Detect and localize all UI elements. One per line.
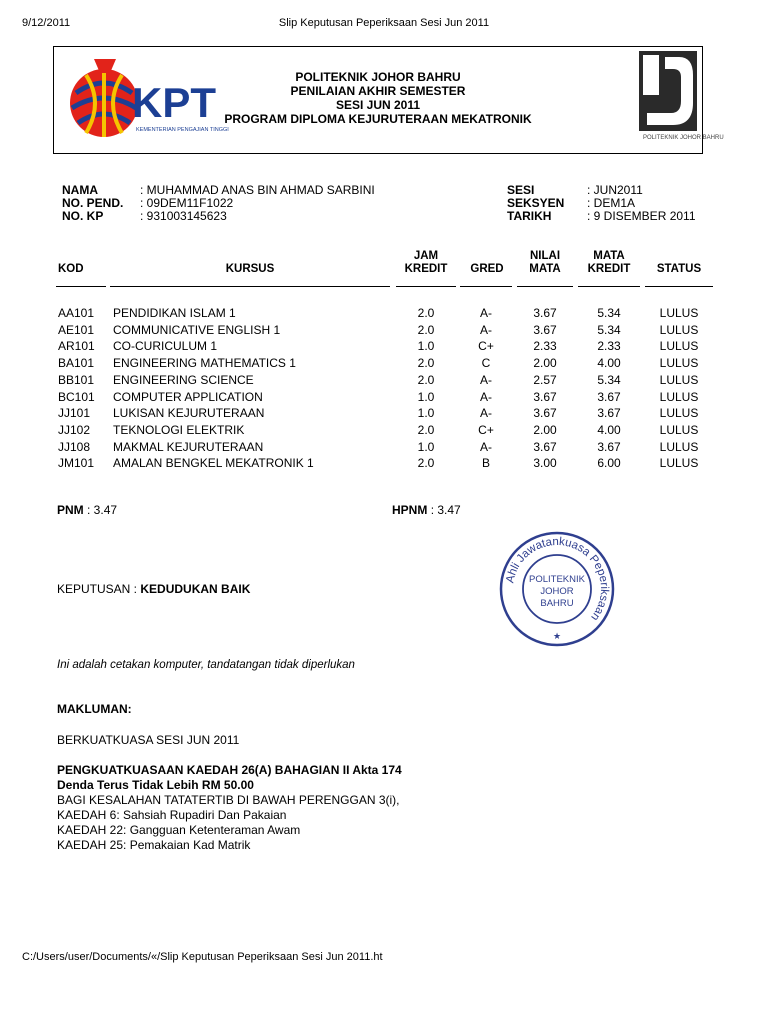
cell-mata: 3.67 — [597, 389, 621, 404]
print-footer-path: C:/Users/user/Documents/«/Slip Keputusan Peperiksaan Sesi Jun 2011.ht — [22, 951, 383, 963]
cell-status: LULUS — [659, 306, 699, 320]
cell-kod: JJ108 — [58, 439, 91, 454]
cell-kursus: MAKMAL KEJURUTERAAN — [113, 439, 264, 454]
kp-label: NO. KP — [62, 209, 104, 223]
cell-jam: 2.0 — [417, 306, 435, 320]
header-kursus: KURSUS — [225, 263, 275, 275]
cell-jam: 2.0 — [417, 322, 435, 337]
cell-kod: JM101 — [58, 456, 95, 471]
cell-nilai: 2.00 — [533, 422, 557, 437]
print-title: Slip Keputusan Peperiksaan Sesi Jun 2011 — [278, 17, 490, 29]
title-box — [53, 46, 724, 154]
cell-nilai: 3.00 — [533, 456, 557, 471]
kpt-logo-subtext: KEMENTERIAN PENGAJIAN TINGGI — [136, 127, 229, 133]
cell-mata: 3.67 — [597, 439, 621, 454]
kaedah-title: PENGKUATKUASAAN KAEDAH 26(A) BAHAGIAN II Akta 174 — [57, 763, 402, 777]
cell-gred: A- — [480, 306, 492, 320]
header-kredit2: KREDIT — [587, 263, 631, 275]
seksyen-value: : DEM1A — [587, 196, 636, 210]
print-date: 9/12/2011 — [22, 17, 71, 29]
cell-status: LULUS — [659, 389, 699, 404]
cell-mata: 6.00 — [597, 456, 621, 471]
hpnm — [392, 503, 461, 517]
star-icon: ★ — [552, 632, 562, 642]
cell-nilai: 3.67 — [533, 406, 557, 421]
hpnm-value: : 3.47 — [430, 503, 461, 517]
stamp-center-1: POLITEKNIK — [529, 574, 585, 585]
cell-gred: A- — [480, 372, 492, 387]
table-row — [0, 456, 768, 473]
pnm-label: PNM — [57, 503, 84, 517]
cell-kod: AR101 — [58, 339, 95, 354]
cell-kod: BC101 — [58, 389, 95, 404]
header-divider — [645, 286, 713, 287]
table-row — [0, 306, 768, 323]
cell-nilai: 2.57 — [533, 372, 557, 387]
pend-label: NO. PEND. — [62, 196, 124, 210]
pend-value: : 09DEM11F1022 — [140, 196, 234, 210]
tarikh-value: : 9 DISEMBER 2011 — [587, 209, 696, 223]
cell-gred: C+ — [478, 339, 494, 354]
header-jam-kredit — [396, 250, 456, 276]
cell-gred: A- — [480, 322, 492, 337]
makluman-heading: MAKLUMAN: — [57, 702, 132, 716]
computer-print-note: Ini adalah cetakan komputer, tandatangan tidak diperlukan — [57, 659, 355, 671]
assessment-title: PENILAIAN AKHIR SEMESTER — [290, 84, 466, 98]
berkuatkuasa: BERKUATKUASA SESI JUN 2011 — [57, 733, 240, 747]
kpt-logo-text: KPT — [132, 79, 216, 126]
cell-gred: A- — [480, 389, 492, 404]
cell-nilai: 2.00 — [533, 356, 557, 371]
cell-status: LULUS — [659, 339, 699, 354]
cell-status: LULUS — [659, 439, 699, 454]
header-gred: GRED — [470, 263, 504, 275]
nama-value: : MUHAMMAD ANAS BIN AHMAD SARBINI — [140, 183, 375, 197]
header-mata2: MATA — [593, 250, 625, 262]
stamp-center-2: JOHOR — [540, 586, 574, 597]
cell-kod: AE101 — [58, 322, 95, 337]
cell-gred: C+ — [478, 422, 494, 437]
cell-kursus: CO-CURICULUM 1 — [113, 339, 218, 354]
cell-mata: 2.33 — [597, 339, 621, 354]
hpnm-label: HPNM — [392, 503, 428, 517]
cell-jam: 1.0 — [417, 389, 435, 404]
sesi-label: SESI — [507, 183, 535, 197]
denda: Denda Terus Tidak Lebih RM 50.00 — [57, 778, 254, 792]
header-nilai-mata — [517, 250, 573, 276]
cell-nilai: 3.67 — [533, 389, 557, 404]
header-mata-kredit — [578, 250, 640, 276]
cell-jam: 1.0 — [417, 339, 435, 354]
pnm — [57, 503, 117, 517]
politeknik-logo — [639, 51, 724, 149]
session-title: SESI JUN 2011 — [335, 98, 421, 112]
cell-status: LULUS — [659, 422, 699, 437]
cell-gred: C — [481, 356, 491, 371]
header-mata: MATA — [529, 263, 561, 275]
table-row — [0, 390, 768, 407]
cell-kursus: COMPUTER APPLICATION — [113, 389, 263, 404]
tarikh-label: TARIKH — [507, 209, 552, 223]
cell-nilai: 3.67 — [533, 322, 557, 337]
cell-kod: JJ102 — [58, 422, 91, 437]
cell-jam: 2.0 — [417, 356, 435, 371]
seksyen-label: SEKSYEN — [507, 196, 565, 210]
cell-jam: 2.0 — [417, 372, 435, 387]
table-row — [0, 323, 768, 340]
table-row — [0, 423, 768, 440]
cell-kursus: TEKNOLOGI ELEKTRIK — [113, 422, 245, 437]
cell-gred: B — [481, 456, 490, 471]
cell-status: LULUS — [659, 456, 699, 471]
header-nilai: NILAI — [529, 250, 561, 262]
sesi-value: : JUN2011 — [587, 183, 643, 197]
header-status: STATUS — [656, 263, 702, 275]
note-line-4: KAEDAH 25: Pemakaian Kad Matrik — [57, 838, 251, 852]
kp-value: : 931003145623 — [140, 209, 227, 223]
institution-name: POLITEKNIK JOHOR BAHRU — [295, 70, 461, 84]
cell-jam: 2.0 — [417, 422, 435, 437]
cell-status: LULUS — [659, 372, 699, 387]
header-divider — [110, 286, 390, 287]
table-row — [0, 339, 768, 356]
cell-status: LULUS — [659, 322, 699, 337]
cell-gred: A- — [480, 406, 492, 421]
keputusan — [57, 582, 250, 596]
header-divider — [396, 286, 456, 287]
table-row — [0, 440, 768, 457]
stamp-center-3: BAHRU — [540, 598, 574, 609]
cell-jam: 2.0 — [417, 456, 435, 471]
cell-mata: 5.34 — [597, 372, 621, 387]
note-line-1: BAGI KESALAHAN TATATERTIB DI BAWAH PERENGGAN 3(i), — [57, 793, 400, 807]
cell-kursus: ENGINEERING MATHEMATICS 1 — [113, 356, 296, 371]
cell-mata: 5.34 — [597, 306, 621, 320]
cell-kod: AA101 — [58, 306, 95, 320]
nama-label: NAMA — [62, 183, 98, 197]
cell-kursus: AMALAN BENGKEL MEKATRONIK 1 — [113, 456, 314, 471]
cell-mata: 3.67 — [597, 406, 621, 421]
cell-nilai: 3.67 — [533, 439, 557, 454]
header-divider — [578, 286, 640, 287]
cell-kursus: ENGINEERING SCIENCE — [113, 372, 254, 387]
cell-gred: A- — [480, 439, 492, 454]
cell-mata: 4.00 — [597, 422, 621, 437]
header-kredit: KREDIT — [404, 263, 448, 275]
official-stamp — [498, 530, 616, 648]
program-title: PROGRAM DIPLOMA KEJURUTERAAN MEKATRONIK — [224, 112, 532, 126]
table-row — [0, 356, 768, 373]
keputusan-label: KEPUTUSAN : — [57, 582, 141, 596]
politeknik-logo-text: POLITEKNIK JOHOR BAHRU — [643, 135, 724, 141]
cell-kod: BB101 — [58, 372, 95, 387]
cell-kursus: LUKISAN KEJURUTERAAN — [113, 406, 265, 421]
stamp-ring-text: Ahli Jawatankuasa Peperiksaan — [504, 535, 611, 623]
cell-jam: 1.0 — [417, 406, 435, 421]
pnm-value: : 3.47 — [87, 503, 118, 517]
cell-jam: 1.0 — [417, 439, 435, 454]
header-kod: KOD — [58, 263, 84, 275]
cell-status: LULUS — [659, 356, 699, 371]
table-row — [0, 406, 768, 423]
institution-titles — [54, 70, 702, 126]
keputusan-value: KEDUDUKAN BAIK — [140, 582, 251, 596]
table-row — [0, 373, 768, 390]
cell-mata: 5.34 — [597, 322, 621, 337]
cell-kursus: COMMUNICATIVE ENGLISH 1 — [113, 322, 281, 337]
header-divider — [517, 286, 573, 287]
cell-kod: BA101 — [58, 356, 95, 371]
cell-status: LULUS — [659, 406, 699, 421]
note-line-2: KAEDAH 6: Sahsiah Rupadiri Dan Pakaian — [57, 808, 287, 822]
header-divider — [460, 286, 512, 287]
cell-nilai: 2.33 — [533, 339, 557, 354]
header-jam: JAM — [413, 250, 439, 262]
header-divider — [56, 286, 106, 287]
note-line-3: KAEDAH 22: Gangguan Ketenteraman Awam — [57, 823, 301, 837]
cell-mata: 4.00 — [597, 356, 621, 371]
cell-kursus: PENDIDIKAN ISLAM 1 — [113, 306, 236, 320]
cell-nilai: 3.67 — [533, 306, 557, 320]
cell-kod: JJ101 — [58, 406, 91, 421]
